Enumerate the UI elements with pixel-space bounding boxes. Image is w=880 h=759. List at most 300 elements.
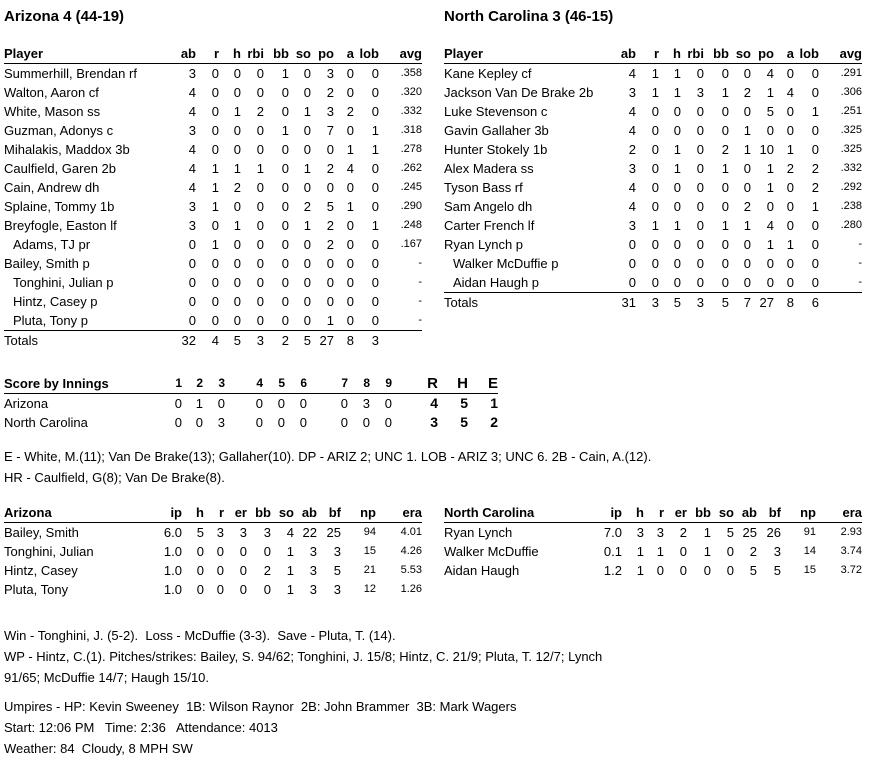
stat-value: 0 — [696, 218, 704, 233]
stat-value: 0 — [371, 294, 379, 309]
totals-label: Totals — [444, 293, 612, 313]
totals-value: 8 — [334, 331, 354, 351]
stat-value: 0 — [371, 275, 379, 290]
pitching-stat-column-header: so — [271, 503, 294, 523]
rhe-value: 4 — [430, 395, 438, 411]
player-name: Ryan Lynch p — [444, 237, 524, 252]
batting-stat-column-header: h — [659, 44, 681, 64]
rhe-value: 5 — [460, 395, 468, 411]
stat-value: 1 — [673, 161, 681, 176]
stat-value: 1 — [721, 218, 729, 233]
stat-value: 1 — [721, 161, 729, 176]
stat-value: 0 — [346, 123, 354, 138]
pitching-row — [444, 523, 862, 543]
inning-column-header: 3 — [203, 374, 225, 394]
np-value: 14 — [803, 545, 816, 557]
batting-row — [444, 140, 862, 159]
stat-value: 3 — [326, 66, 334, 81]
stat-value: 3 — [309, 582, 317, 597]
pitching-row — [4, 561, 422, 580]
line-score-section — [4, 374, 880, 432]
stat-value: 0 — [233, 275, 241, 290]
inning-score: 0 — [384, 415, 392, 430]
stat-value: 0 — [233, 294, 241, 309]
stat-value: 0 — [256, 256, 264, 271]
avg-value: - — [858, 276, 862, 288]
stat-value: 1 — [743, 123, 751, 138]
stat-value: 3 — [696, 85, 704, 100]
stat-value: 0 — [651, 275, 659, 290]
stat-value: 0 — [326, 294, 334, 309]
stat-value: 1 — [651, 218, 659, 233]
stat-value: 0 — [346, 180, 354, 195]
inning-gap — [307, 394, 323, 414]
pitching-stat-column-header: er — [664, 503, 687, 523]
stat-value: 5 — [749, 563, 757, 578]
pitching-row — [444, 542, 862, 561]
stat-value: 0 — [371, 313, 379, 328]
line-score-row — [4, 413, 498, 432]
stat-value: 0 — [326, 256, 334, 271]
totals-value: 5 — [704, 293, 729, 313]
stat-value: 0 — [811, 142, 819, 157]
stat-value: 0 — [233, 66, 241, 81]
stat-value: 0 — [811, 237, 819, 252]
totals-value: 3 — [354, 331, 379, 351]
stat-value: 0 — [651, 142, 659, 157]
stat-value: 0 — [371, 256, 379, 271]
avg-value: .167 — [400, 238, 422, 250]
stat-value: 0 — [281, 142, 289, 157]
stat-value: 1 — [766, 180, 774, 195]
stat-value: 0 — [371, 66, 379, 81]
totals-value: 3 — [681, 293, 704, 313]
stat-value: 0 — [196, 544, 204, 559]
stat-value: 0 — [673, 237, 681, 252]
stat-value: 0 — [651, 237, 659, 252]
stat-value: 1.0 — [163, 582, 182, 597]
stat-value: 0 — [233, 199, 241, 214]
avg-value: .262 — [400, 162, 422, 174]
batting-stat-column-header: ab — [612, 44, 636, 64]
pitching-stat-column-header: era — [816, 503, 862, 523]
player-name: Walton, Aaron cf — [4, 85, 99, 100]
stat-value: 0 — [303, 275, 311, 290]
stat-value: 0 — [211, 104, 219, 119]
stat-value: 0 — [233, 256, 241, 271]
inning-score: 0 — [384, 396, 392, 411]
stat-value: 0 — [721, 123, 729, 138]
rhe-gap — [392, 413, 407, 432]
totals-value: 32 — [172, 331, 196, 351]
stat-value: 0 — [696, 275, 704, 290]
stat-value: 3 — [628, 161, 636, 176]
stat-value: 1 — [371, 142, 379, 157]
player-name: Mihalakis, Maddox 3b — [4, 142, 130, 157]
np-value: 12 — [363, 583, 376, 595]
stat-value: 1 — [303, 161, 311, 176]
inning-column-header: 1 — [160, 374, 182, 394]
stat-value: 4 — [286, 525, 294, 540]
batting-row — [4, 140, 422, 159]
homeruns-note-line: HR - Caulfield, G(8); Van De Brake(8). — [4, 470, 225, 485]
pitching-stat-column-header: bb — [687, 503, 711, 523]
avg-value: .278 — [400, 143, 422, 155]
player-name: Hintz, Casey p — [13, 294, 98, 309]
stat-value: 0 — [326, 180, 334, 195]
stat-value: 1 — [233, 161, 241, 176]
totals-value: 5 — [289, 331, 311, 351]
pitching-stat-column-header: ab — [734, 503, 757, 523]
stat-value: 5 — [196, 525, 204, 540]
stat-value: 0 — [696, 161, 704, 176]
line-score-team-name: North Carolina — [4, 415, 88, 430]
stat-value: 0 — [211, 294, 219, 309]
batting-header-row — [444, 44, 862, 64]
stat-value: 0 — [303, 142, 311, 157]
stat-value: 1 — [743, 142, 751, 157]
stat-value: 0 — [721, 237, 729, 252]
stat-value: 0 — [656, 563, 664, 578]
batting-totals-row — [4, 331, 422, 351]
player-name: Pluta, Tony p — [13, 313, 88, 328]
stat-value: 0 — [371, 161, 379, 176]
stat-value: 0 — [303, 294, 311, 309]
stat-value: 4 — [766, 66, 774, 81]
stat-value: 0 — [281, 294, 289, 309]
era-value: 5.53 — [400, 564, 422, 576]
pitching-stat-column-header: era — [376, 503, 422, 523]
stat-value: 0 — [233, 85, 241, 100]
stat-value: 1 — [636, 563, 644, 578]
stat-value: 0 — [256, 218, 264, 233]
stat-value: 4 — [766, 218, 774, 233]
pitching-name-column-header: North Carolina — [444, 503, 594, 523]
stat-value: 4 — [628, 123, 636, 138]
stat-value: 1.2 — [603, 563, 622, 578]
inning-score: 0 — [362, 415, 370, 430]
stat-value: 0 — [196, 582, 204, 597]
batting-row — [444, 254, 862, 273]
avg-value: - — [418, 257, 422, 269]
batting-row — [444, 121, 862, 140]
stat-value: 0 — [726, 563, 734, 578]
player-name: Splaine, Tommy 1b — [4, 199, 115, 214]
stat-value: 1.0 — [163, 544, 182, 559]
batting-stat-column-header: h — [219, 44, 241, 64]
batting-stat-column-header: r — [196, 44, 219, 64]
stat-value: 0 — [651, 123, 659, 138]
stat-value: 0 — [371, 199, 379, 214]
stat-value: 3 — [333, 544, 341, 559]
inning-score: 0 — [255, 415, 263, 430]
stat-value: 0 — [696, 180, 704, 195]
line-score-label: Score by Innings — [4, 374, 160, 394]
stat-value: 1 — [636, 544, 644, 559]
stat-value: 1 — [656, 544, 664, 559]
stat-value: 0 — [811, 85, 819, 100]
stat-value: 0 — [196, 563, 204, 578]
stat-value: 0 — [679, 544, 687, 559]
player-name: Bailey, Smith — [4, 525, 79, 540]
totals-label: Totals — [4, 331, 172, 351]
stat-value: 3 — [636, 525, 644, 540]
player-name: Aidan Haugh p — [453, 275, 540, 290]
stat-value: 2 — [346, 104, 354, 119]
stat-value: 2 — [811, 180, 819, 195]
stat-value: 4 — [188, 142, 196, 157]
batting-stat-column-header: lob — [354, 44, 379, 64]
stat-value: 0 — [233, 313, 241, 328]
era-value: 4.01 — [400, 526, 422, 538]
stat-value: 0 — [696, 199, 704, 214]
player-name: Adams, TJ pr — [13, 237, 91, 252]
stat-value: 0 — [766, 275, 774, 290]
stat-value: 0 — [651, 180, 659, 195]
player-name: Luke Stevenson c — [444, 104, 548, 119]
stat-value: 0 — [211, 256, 219, 271]
stat-value: 5 — [773, 563, 781, 578]
stat-value: 1 — [303, 104, 311, 119]
stat-value: 26 — [766, 525, 781, 540]
totals-value: 6 — [794, 293, 819, 313]
stat-value: 0 — [188, 313, 196, 328]
batting-row — [444, 216, 862, 235]
player-name: Sam Angelo dh — [444, 199, 533, 214]
avg-value: .320 — [400, 86, 422, 98]
era-value: 3.74 — [840, 545, 862, 557]
avg-value: .325 — [840, 143, 862, 155]
pitching-stat-column-header: ip — [594, 503, 622, 523]
stat-value: 1 — [286, 563, 294, 578]
stat-value: 2 — [256, 104, 264, 119]
stat-value: 0 — [371, 85, 379, 100]
stat-value: 1 — [673, 218, 681, 233]
stat-value: 0 — [811, 256, 819, 271]
stat-value: 0 — [743, 237, 751, 252]
avg-value: .245 — [400, 181, 422, 193]
avg-value: .325 — [840, 124, 862, 136]
stat-value: 1 — [233, 104, 241, 119]
avg-value: .280 — [840, 219, 862, 231]
stat-value: 0 — [256, 66, 264, 81]
stat-value: 0 — [281, 85, 289, 100]
player-name: Jackson Van De Brake 2b — [444, 85, 594, 100]
batting-stat-column-header: so — [289, 44, 311, 64]
stat-value: 0 — [346, 66, 354, 81]
stat-value: 0 — [256, 237, 264, 252]
stat-value: 1 — [211, 199, 219, 214]
avg-value: .238 — [840, 200, 862, 212]
stat-value: 3 — [773, 544, 781, 559]
pitching-header-row — [444, 503, 862, 523]
batting-row — [4, 311, 422, 331]
pitching-section — [4, 503, 880, 599]
stat-value: 0 — [786, 256, 794, 271]
batting-row — [4, 292, 422, 311]
stat-value: 1 — [811, 199, 819, 214]
stat-value: 5 — [766, 104, 774, 119]
stat-value: 0 — [211, 66, 219, 81]
line-score-team-name: Arizona — [4, 396, 49, 411]
stat-value: 0 — [651, 199, 659, 214]
stat-value: 5 — [326, 199, 334, 214]
stat-value: 1 — [211, 237, 219, 252]
stat-value: 3 — [188, 123, 196, 138]
np-value: 15 — [803, 564, 816, 576]
stat-value: 0 — [326, 142, 334, 157]
inning-gap — [307, 374, 323, 394]
pitching-row — [444, 561, 862, 580]
avg-value: .332 — [400, 105, 422, 117]
weather-line: Weather: 84 Cloudy, 8 MPH SW — [4, 741, 193, 756]
stat-value: 3 — [326, 104, 334, 119]
stat-value: 0 — [233, 142, 241, 157]
stat-value: 0 — [786, 104, 794, 119]
umpires-line: Umpires - HP: Kevin Sweeney 1B: Wilson Raynor 2B: John Brammer 3B: Mark Wagers — [4, 699, 517, 714]
stat-value: 2 — [749, 544, 757, 559]
avg-value: .292 — [840, 181, 862, 193]
stat-value: 3 — [309, 544, 317, 559]
inning-score: 0 — [255, 396, 263, 411]
np-value: 94 — [363, 526, 376, 538]
pitching-row — [4, 580, 422, 599]
stat-value: 0 — [743, 275, 751, 290]
batting-row — [4, 121, 422, 140]
avg-value: .291 — [840, 67, 862, 79]
stat-value: 1 — [786, 237, 794, 252]
pitching-stat-column-header: r — [204, 503, 224, 523]
stat-value: 5 — [333, 563, 341, 578]
inning-column-header: 8 — [348, 374, 370, 394]
batting-header-row — [4, 44, 422, 64]
stat-value: 1 — [346, 142, 354, 157]
totals-value: 4 — [196, 331, 219, 351]
inning-gap — [307, 413, 323, 432]
totals-value: 5 — [219, 331, 241, 351]
stat-value: 1 — [673, 142, 681, 157]
stat-value: 0 — [346, 275, 354, 290]
stat-value: 0 — [628, 275, 636, 290]
rhe-gap — [392, 374, 407, 394]
stat-value: 3 — [628, 85, 636, 100]
stat-value: 2 — [326, 85, 334, 100]
player-name: Guzman, Adonys c — [4, 123, 114, 138]
stat-value: 2 — [326, 218, 334, 233]
player-name: Tyson Bass rf — [444, 180, 523, 195]
stat-value: 0 — [233, 237, 241, 252]
avg-value: - — [418, 314, 422, 326]
stat-value: 0 — [696, 256, 704, 271]
stat-value: 1 — [673, 66, 681, 81]
stat-value: 0 — [188, 237, 196, 252]
stat-value: 4 — [628, 199, 636, 214]
pitching-stat-column-header: h — [622, 503, 644, 523]
stat-value: 0 — [303, 237, 311, 252]
line-score-header-row — [4, 374, 498, 394]
batting-row — [444, 64, 862, 84]
stat-value: 0 — [651, 104, 659, 119]
stat-value: 0 — [211, 123, 219, 138]
avg-value: .306 — [840, 86, 862, 98]
stat-value: 1 — [303, 218, 311, 233]
avg-value: - — [418, 295, 422, 307]
stat-value: 0 — [721, 104, 729, 119]
player-name: Gavin Gallaher 3b — [444, 123, 549, 138]
stat-value: 0 — [346, 85, 354, 100]
batting-row — [4, 254, 422, 273]
batting-row — [444, 83, 862, 102]
stat-value: 1 — [703, 544, 711, 559]
inning-column-header: 9 — [370, 374, 392, 394]
stat-value: 2 — [233, 180, 241, 195]
stat-value: 2 — [721, 142, 729, 157]
stat-value: 0 — [256, 275, 264, 290]
away-batting-table — [4, 44, 422, 350]
avg-value: - — [858, 238, 862, 250]
stat-value: 0 — [673, 123, 681, 138]
stat-value: 0 — [696, 142, 704, 157]
avg-value: .248 — [400, 219, 422, 231]
pitching-stat-column-header: so — [711, 503, 734, 523]
stat-value: 0 — [188, 275, 196, 290]
batting-stat-column-header: so — [729, 44, 751, 64]
inning-column-header: 2 — [182, 374, 203, 394]
stat-value: 0 — [743, 104, 751, 119]
np-value: 15 — [363, 545, 376, 557]
stat-value: 4 — [628, 180, 636, 195]
stat-value: 0 — [303, 123, 311, 138]
stat-value: 0 — [256, 142, 264, 157]
stat-value: 0 — [786, 66, 794, 81]
stat-value: 0 — [239, 544, 247, 559]
stat-value: 0 — [281, 275, 289, 290]
player-name: Pluta, Tony — [4, 582, 69, 597]
era-value: 2.93 — [840, 526, 862, 538]
inning-score: 3 — [217, 415, 225, 430]
stat-value: 0 — [281, 218, 289, 233]
stat-value: 0 — [371, 104, 379, 119]
player-name: Kane Kepley cf — [444, 66, 532, 81]
stat-value: 2 — [303, 199, 311, 214]
stat-value: 25 — [326, 525, 341, 540]
totals-value: 8 — [774, 293, 794, 313]
rhe-column-header: R — [407, 374, 438, 394]
player-name: Alex Madera ss — [444, 161, 534, 176]
avg-value: - — [418, 276, 422, 288]
inning-score: 0 — [299, 396, 307, 411]
batting-row — [4, 159, 422, 178]
stat-value: 1 — [766, 161, 774, 176]
inning-score: 0 — [174, 415, 182, 430]
pitching-stat-column-header: h — [182, 503, 204, 523]
batting-totals-row — [444, 293, 862, 313]
stat-value: 0 — [673, 256, 681, 271]
totals-value: 5 — [659, 293, 681, 313]
stat-value: 1 — [651, 66, 659, 81]
stat-value: 0 — [721, 199, 729, 214]
inning-score: 0 — [195, 415, 203, 430]
stat-value: 4 — [346, 161, 354, 176]
stat-value: 0 — [721, 180, 729, 195]
stat-value: 0 — [346, 313, 354, 328]
stat-value: 3 — [188, 199, 196, 214]
stat-value: 1 — [326, 313, 334, 328]
np-value: 21 — [363, 564, 376, 576]
stat-value: 0 — [256, 180, 264, 195]
player-name: Caulfield, Garen 2b — [4, 161, 117, 176]
inning-score: 0 — [277, 396, 285, 411]
